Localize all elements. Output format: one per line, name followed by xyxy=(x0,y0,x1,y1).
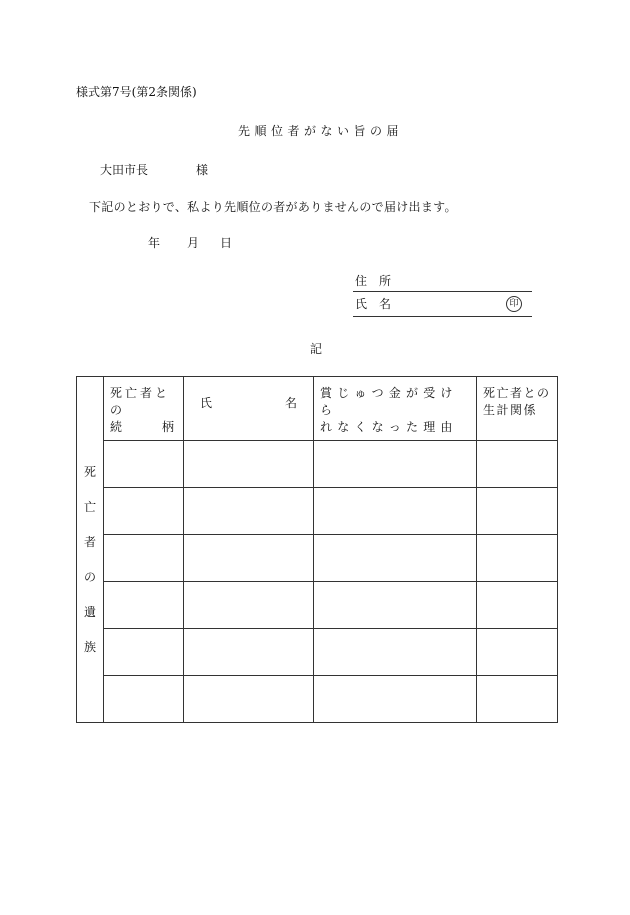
reason-cell[interactable] xyxy=(314,629,477,676)
livelihood-cell[interactable] xyxy=(477,676,558,723)
form-number: 様式第7号(第2条関係) xyxy=(76,85,197,99)
bereaved-family-side-label: 死亡者の遺族 xyxy=(83,464,96,654)
header-relationship-line1: 死亡者との xyxy=(110,386,171,417)
livelihood-cell[interactable] xyxy=(477,535,558,582)
relationship-cell[interactable] xyxy=(104,629,184,676)
table-row xyxy=(77,535,558,582)
table-header-row xyxy=(77,377,558,441)
address-field[interactable] xyxy=(353,291,532,292)
table-row xyxy=(77,676,558,723)
seal-mark: 印 xyxy=(506,296,522,312)
header-ineligibility-reason xyxy=(314,377,477,441)
addressee-name: 大田市長 xyxy=(100,163,149,177)
ki-heading: 記 xyxy=(310,342,323,356)
reason-cell[interactable] xyxy=(314,582,477,629)
name-cell[interactable] xyxy=(184,582,314,629)
document-title: 先順位者がない旨の届 xyxy=(238,124,404,138)
header-relationship xyxy=(104,377,184,441)
table-row xyxy=(77,582,558,629)
address-label: 住所 xyxy=(355,274,404,288)
date-year-label: 年 xyxy=(148,236,161,250)
header-livelihood xyxy=(477,377,558,441)
header-name-char2: 名 xyxy=(284,396,297,410)
reason-cell[interactable] xyxy=(314,441,477,488)
header-name xyxy=(184,377,314,441)
name-cell[interactable] xyxy=(184,676,314,723)
livelihood-cell[interactable] xyxy=(477,441,558,488)
relationship-cell[interactable] xyxy=(104,535,184,582)
name-cell[interactable] xyxy=(184,629,314,676)
reason-cell[interactable] xyxy=(314,488,477,535)
name-cell[interactable] xyxy=(184,488,314,535)
header-name-char1: 氏 xyxy=(200,396,213,410)
header-reason-line2: れなくなった理由 xyxy=(320,420,458,434)
relationship-cell[interactable] xyxy=(104,676,184,723)
livelihood-cell[interactable] xyxy=(477,488,558,535)
header-relationship-char2: 柄 xyxy=(161,420,177,434)
name-label: 氏名 xyxy=(355,297,404,311)
header-relationship-char1: 続 xyxy=(110,420,126,434)
date-day-label: 日 xyxy=(220,236,233,250)
relationship-cell[interactable] xyxy=(104,582,184,629)
header-livelihood-line2: 生計関係 xyxy=(483,403,538,417)
date-month-label: 月 xyxy=(187,236,200,250)
reason-cell[interactable] xyxy=(314,535,477,582)
livelihood-cell[interactable] xyxy=(477,629,558,676)
table-row xyxy=(77,629,558,676)
livelihood-cell[interactable] xyxy=(477,582,558,629)
name-cell[interactable] xyxy=(184,535,314,582)
declaration-statement: 下記のとおりで、私より先順位の者がありませんので届け出ます。 xyxy=(89,200,457,214)
bereaved-family-side-cell xyxy=(77,377,104,723)
relationship-cell[interactable] xyxy=(104,441,184,488)
addressee-honorific: 様 xyxy=(196,163,209,177)
table-row xyxy=(77,488,558,535)
bereaved-family-table xyxy=(76,376,558,723)
reason-cell[interactable] xyxy=(314,676,477,723)
table-row xyxy=(77,441,558,488)
name-field[interactable] xyxy=(353,316,532,317)
header-reason-line1: 賞じゅつ金が受けら xyxy=(320,386,458,417)
header-livelihood-line1: 死亡者との xyxy=(483,386,551,400)
name-cell[interactable] xyxy=(184,441,314,488)
relationship-cell[interactable] xyxy=(104,488,184,535)
